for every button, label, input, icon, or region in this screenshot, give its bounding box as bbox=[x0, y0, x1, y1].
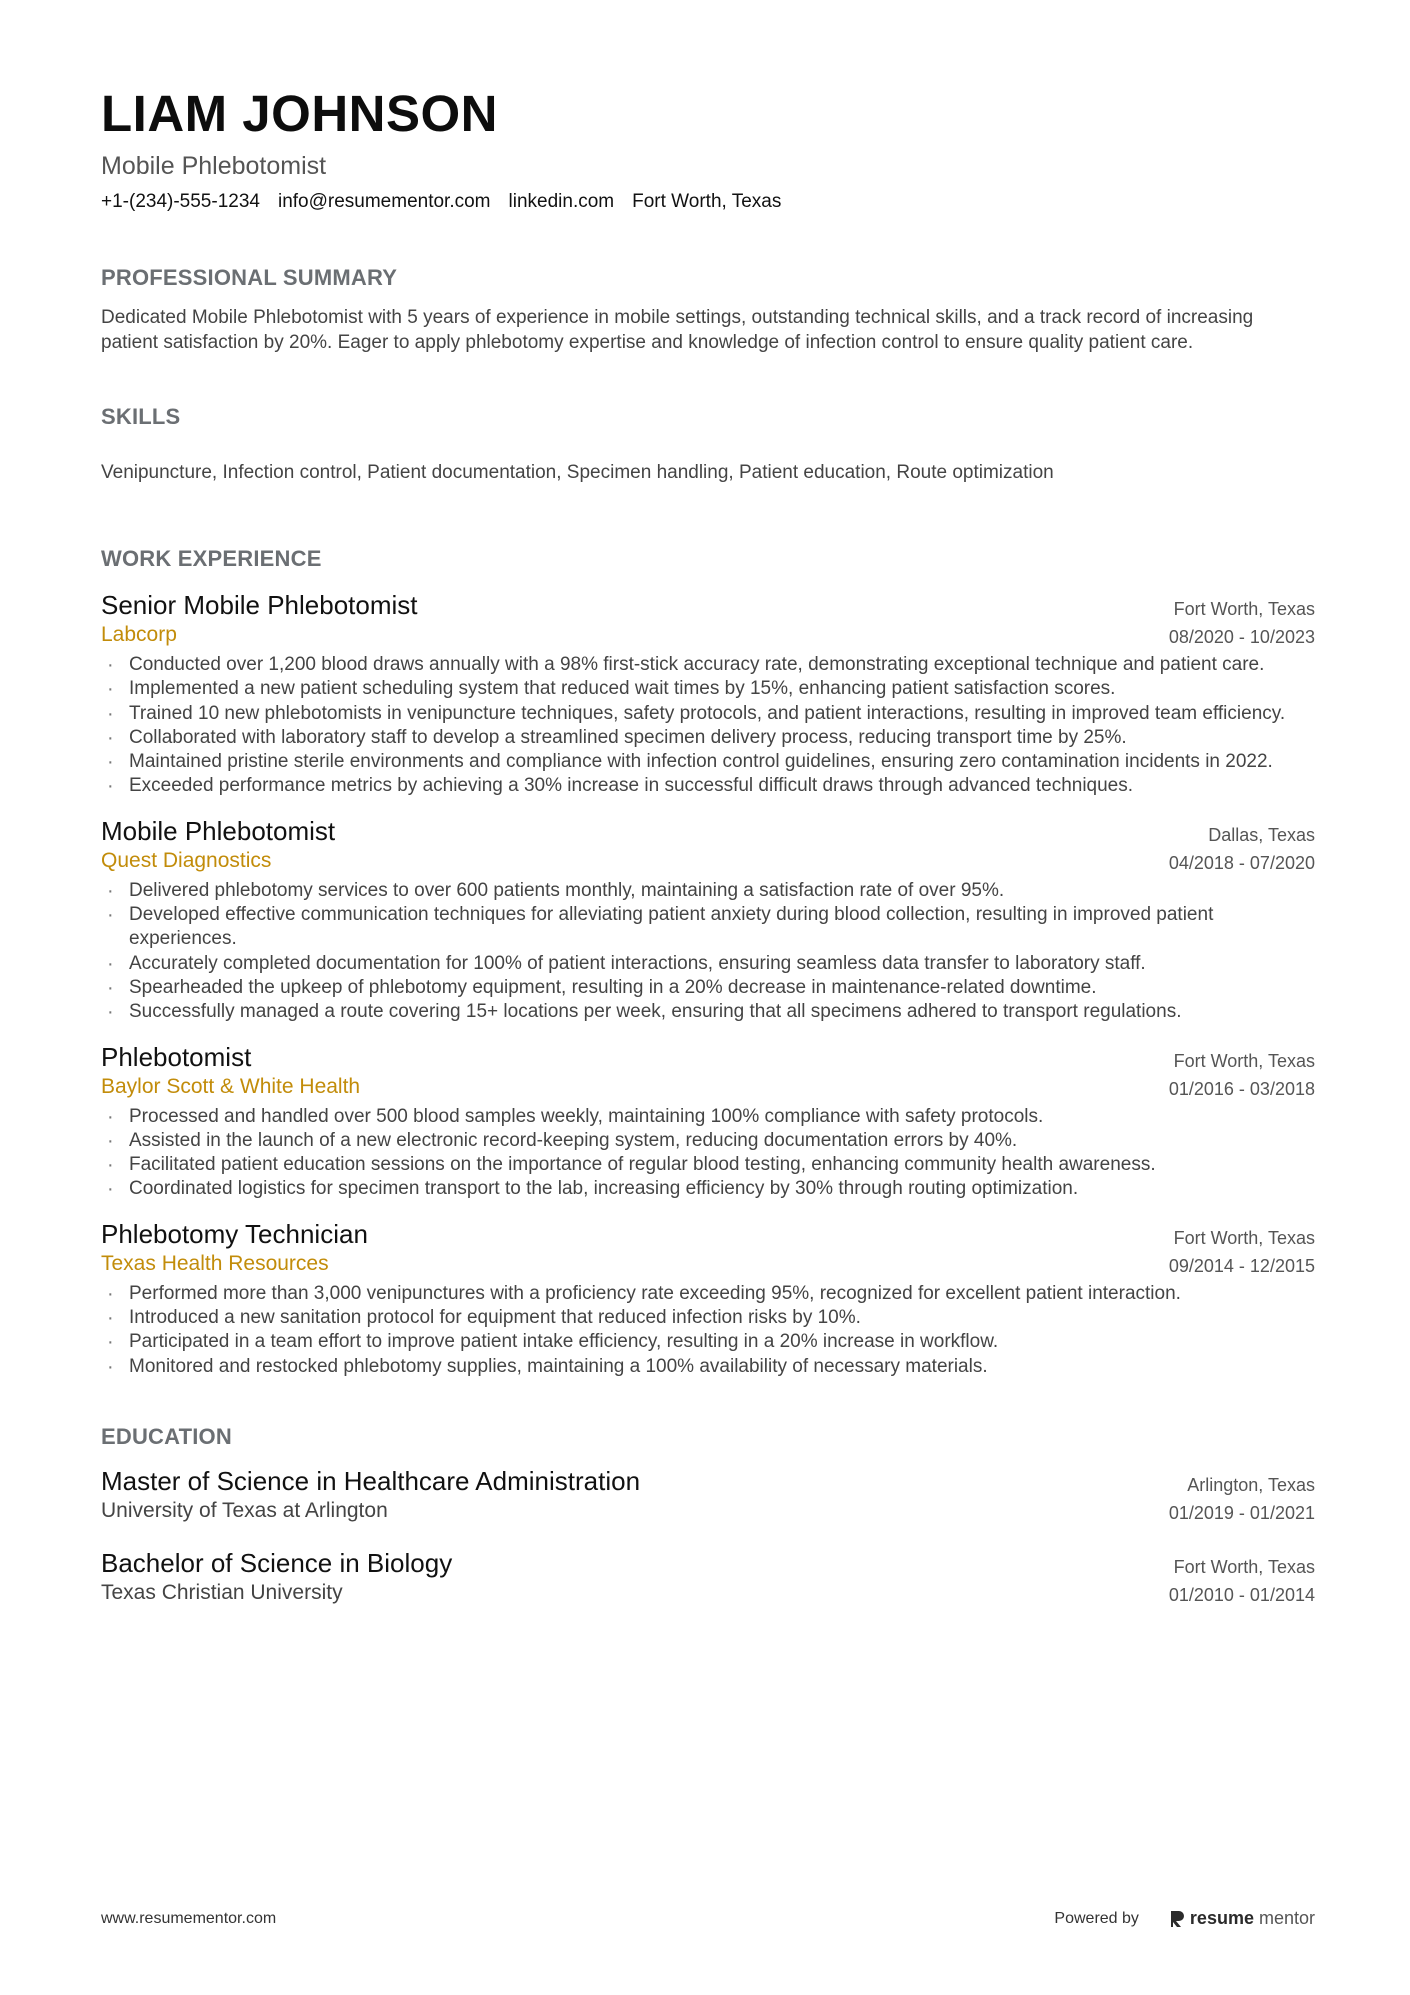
job-company: Labcorp bbox=[101, 623, 177, 646]
skills-heading: SKILLS bbox=[101, 404, 181, 429]
job-bullet: · Facilitated patient education sessions on the importance of regular blood testing, enhancing community health awareness. bbox=[101, 1153, 1315, 1177]
job-bullet: · Successfully managed a route covering 15+ locations per week, ensuring that all specimens adhered to transport regulations. bbox=[101, 1000, 1315, 1024]
job-title: Mobile Phlebotomist bbox=[101, 815, 336, 846]
footer-branding bbox=[1054, 1908, 1315, 1929]
footer-website-link[interactable]: www.resumementor.com bbox=[101, 1909, 277, 1927]
job-bullet: · Conducted over 1,200 blood draws annually with a 98% first-stick accuracy rate, demonstrating exceptional technique and patient care. bbox=[101, 653, 1315, 677]
education-entry bbox=[101, 1547, 1315, 1607]
summary-text: Dedicated Mobile Phlebotomist with 5 years of experience in mobile settings, outstanding technical skills, and a track record of increasing patient satisfaction by 20%. Eager to apply phlebotomy expertise and knowledge of infection control to ensure quality patient care. bbox=[101, 307, 1254, 353]
job-bullets bbox=[101, 653, 1315, 799]
job-bullet: · Implemented a new patient scheduling system that reduced wait times by 15%, enhancing patient satisfaction scores. bbox=[101, 677, 1315, 701]
job-bullet: · Delivered phlebotomy services to over 600 patients monthly, maintaining a satisfaction rate of over 95%. bbox=[101, 879, 1315, 903]
job-title: Phlebotomist bbox=[101, 1041, 252, 1072]
education-heading: EDUCATION bbox=[101, 1423, 232, 1449]
job-entry bbox=[101, 1041, 1315, 1202]
job-entry bbox=[101, 815, 1315, 1025]
education-entry bbox=[101, 1465, 1315, 1525]
job-bullet: · Assisted in the launch of a new electronic record-keeping system, reducing documentation errors by 40%. bbox=[101, 1129, 1315, 1153]
job-bullet: · Processed and handled over 500 blood samples weekly, maintaining 100% compliance with safety protocols. bbox=[101, 1105, 1315, 1129]
job-entry bbox=[101, 1218, 1315, 1379]
education-location: Fort Worth, Texas bbox=[1173, 1556, 1315, 1577]
job-title: Phlebotomy Technician bbox=[101, 1218, 368, 1249]
job-bullet: · Exceeded performance metrics by achieving a 30% increase in successful difficult draws through advanced techniques. bbox=[101, 774, 1315, 798]
job-dates: 01/2016 - 03/2018 bbox=[1168, 1078, 1315, 1099]
job-bullets bbox=[101, 879, 1315, 1025]
job-location: Fort Worth, Texas bbox=[1173, 1227, 1315, 1248]
contact-location: Fort Worth, Texas bbox=[632, 191, 782, 212]
job-dates: 09/2014 - 12/2015 bbox=[1168, 1255, 1315, 1276]
contact-linkedin[interactable]: linkedin.com bbox=[508, 191, 615, 212]
job-bullet: · Collaborated with laboratory staff to develop a streamlined specimen delivery process, reducing transport time by 25%. bbox=[101, 726, 1315, 750]
powered-by-label: Powered by bbox=[1054, 1909, 1139, 1927]
education-school: University of Texas at Arlington bbox=[101, 1498, 388, 1522]
job-bullets bbox=[101, 1105, 1315, 1202]
job-bullet: · Introduced a new sanitation protocol for equipment that reduced infection risks by 10%. bbox=[101, 1306, 1315, 1330]
education-location: Arlington, Texas bbox=[1187, 1474, 1315, 1495]
job-company: Texas Health Resources bbox=[101, 1251, 329, 1275]
job-bullet: · Coordinated logistics for specimen transport to the lab, increasing efficiency by 30% through routing optimization. bbox=[101, 1177, 1315, 1201]
job-bullet: · Developed effective communication techniques for alleviating patient anxiety during blood collection, resulting in improved patient experiences. bbox=[101, 903, 1315, 952]
brand-name-light: mentor bbox=[1258, 1908, 1315, 1928]
job-company: Baylor Scott & White Health bbox=[101, 1074, 361, 1098]
job-bullet: · Spearheaded the upkeep of phlebotomy equipment, resulting in a 20% decrease in maintenance-related downtime. bbox=[101, 976, 1315, 1000]
education-degree: Master of Science in Healthcare Administration bbox=[101, 1465, 641, 1496]
resumementor-logo-icon bbox=[1169, 1909, 1185, 1929]
job-title: Senior Mobile Phlebotomist bbox=[101, 590, 418, 620]
job-entry bbox=[101, 589, 1315, 799]
education-degree: Bachelor of Science in Biology bbox=[101, 1547, 453, 1578]
job-location: Dallas, Texas bbox=[1208, 824, 1315, 845]
resume-page bbox=[101, 0, 1315, 1607]
job-dates: 04/2018 - 07/2020 bbox=[1168, 852, 1315, 873]
brand-name-bold: resume bbox=[1189, 1908, 1254, 1928]
contact-phone: +1-(234)-555-1234 bbox=[101, 191, 260, 212]
job-location: Fort Worth, Texas bbox=[1173, 599, 1315, 619]
job-bullets bbox=[101, 1282, 1315, 1379]
contact-email[interactable]: info@resumementor.com bbox=[277, 191, 491, 212]
job-location: Fort Worth, Texas bbox=[1173, 1050, 1315, 1071]
summary-heading: PROFESSIONAL SUMMARY bbox=[101, 265, 398, 290]
job-bullet: · Trained 10 new phlebotomists in venipuncture techniques, safety protocols, and patient interactions, resulting in improved team efficiency. bbox=[101, 702, 1315, 726]
page-footer bbox=[101, 1908, 1315, 1929]
education-dates: 01/2019 - 01/2021 bbox=[1168, 1502, 1315, 1523]
education-dates: 01/2010 - 01/2014 bbox=[1168, 1584, 1315, 1605]
job-bullet: · Performed more than 3,000 venipunctures with a proficiency rate exceeding 95%, recognized for excellent patient interaction. bbox=[101, 1282, 1315, 1306]
candidate-name: LIAM JOHNSON bbox=[101, 85, 499, 142]
job-bullet: · Maintained pristine sterile environments and compliance with infection control guidelines, ensuring zero contamination incidents in 2022. bbox=[101, 750, 1315, 774]
job-bullet: · Participated in a team effort to improve patient intake efficiency, resulting in a 20% increase in workflow. bbox=[101, 1330, 1315, 1354]
contact-bar bbox=[101, 190, 1315, 214]
skills-list: Venipuncture, Infection control, Patient documentation, Specimen handling, Patient education, Route optimization bbox=[101, 462, 1054, 483]
job-company: Quest Diagnostics bbox=[101, 848, 272, 872]
work-experience-heading: WORK EXPERIENCE bbox=[101, 546, 322, 571]
education-school: Texas Christian University bbox=[101, 1580, 343, 1604]
job-bullet: · Monitored and restocked phlebotomy supplies, maintaining a 100% availability of necessary materials. bbox=[101, 1355, 1315, 1379]
resumementor-brand-link[interactable] bbox=[1169, 1908, 1315, 1929]
job-bullet: · Accurately completed documentation for 100% of patient interactions, ensuring seamless data transfer to laboratory staff. bbox=[101, 952, 1315, 976]
job-dates: 08/2020 - 10/2023 bbox=[1168, 627, 1315, 647]
candidate-headline: Mobile Phlebotomist bbox=[101, 152, 327, 180]
